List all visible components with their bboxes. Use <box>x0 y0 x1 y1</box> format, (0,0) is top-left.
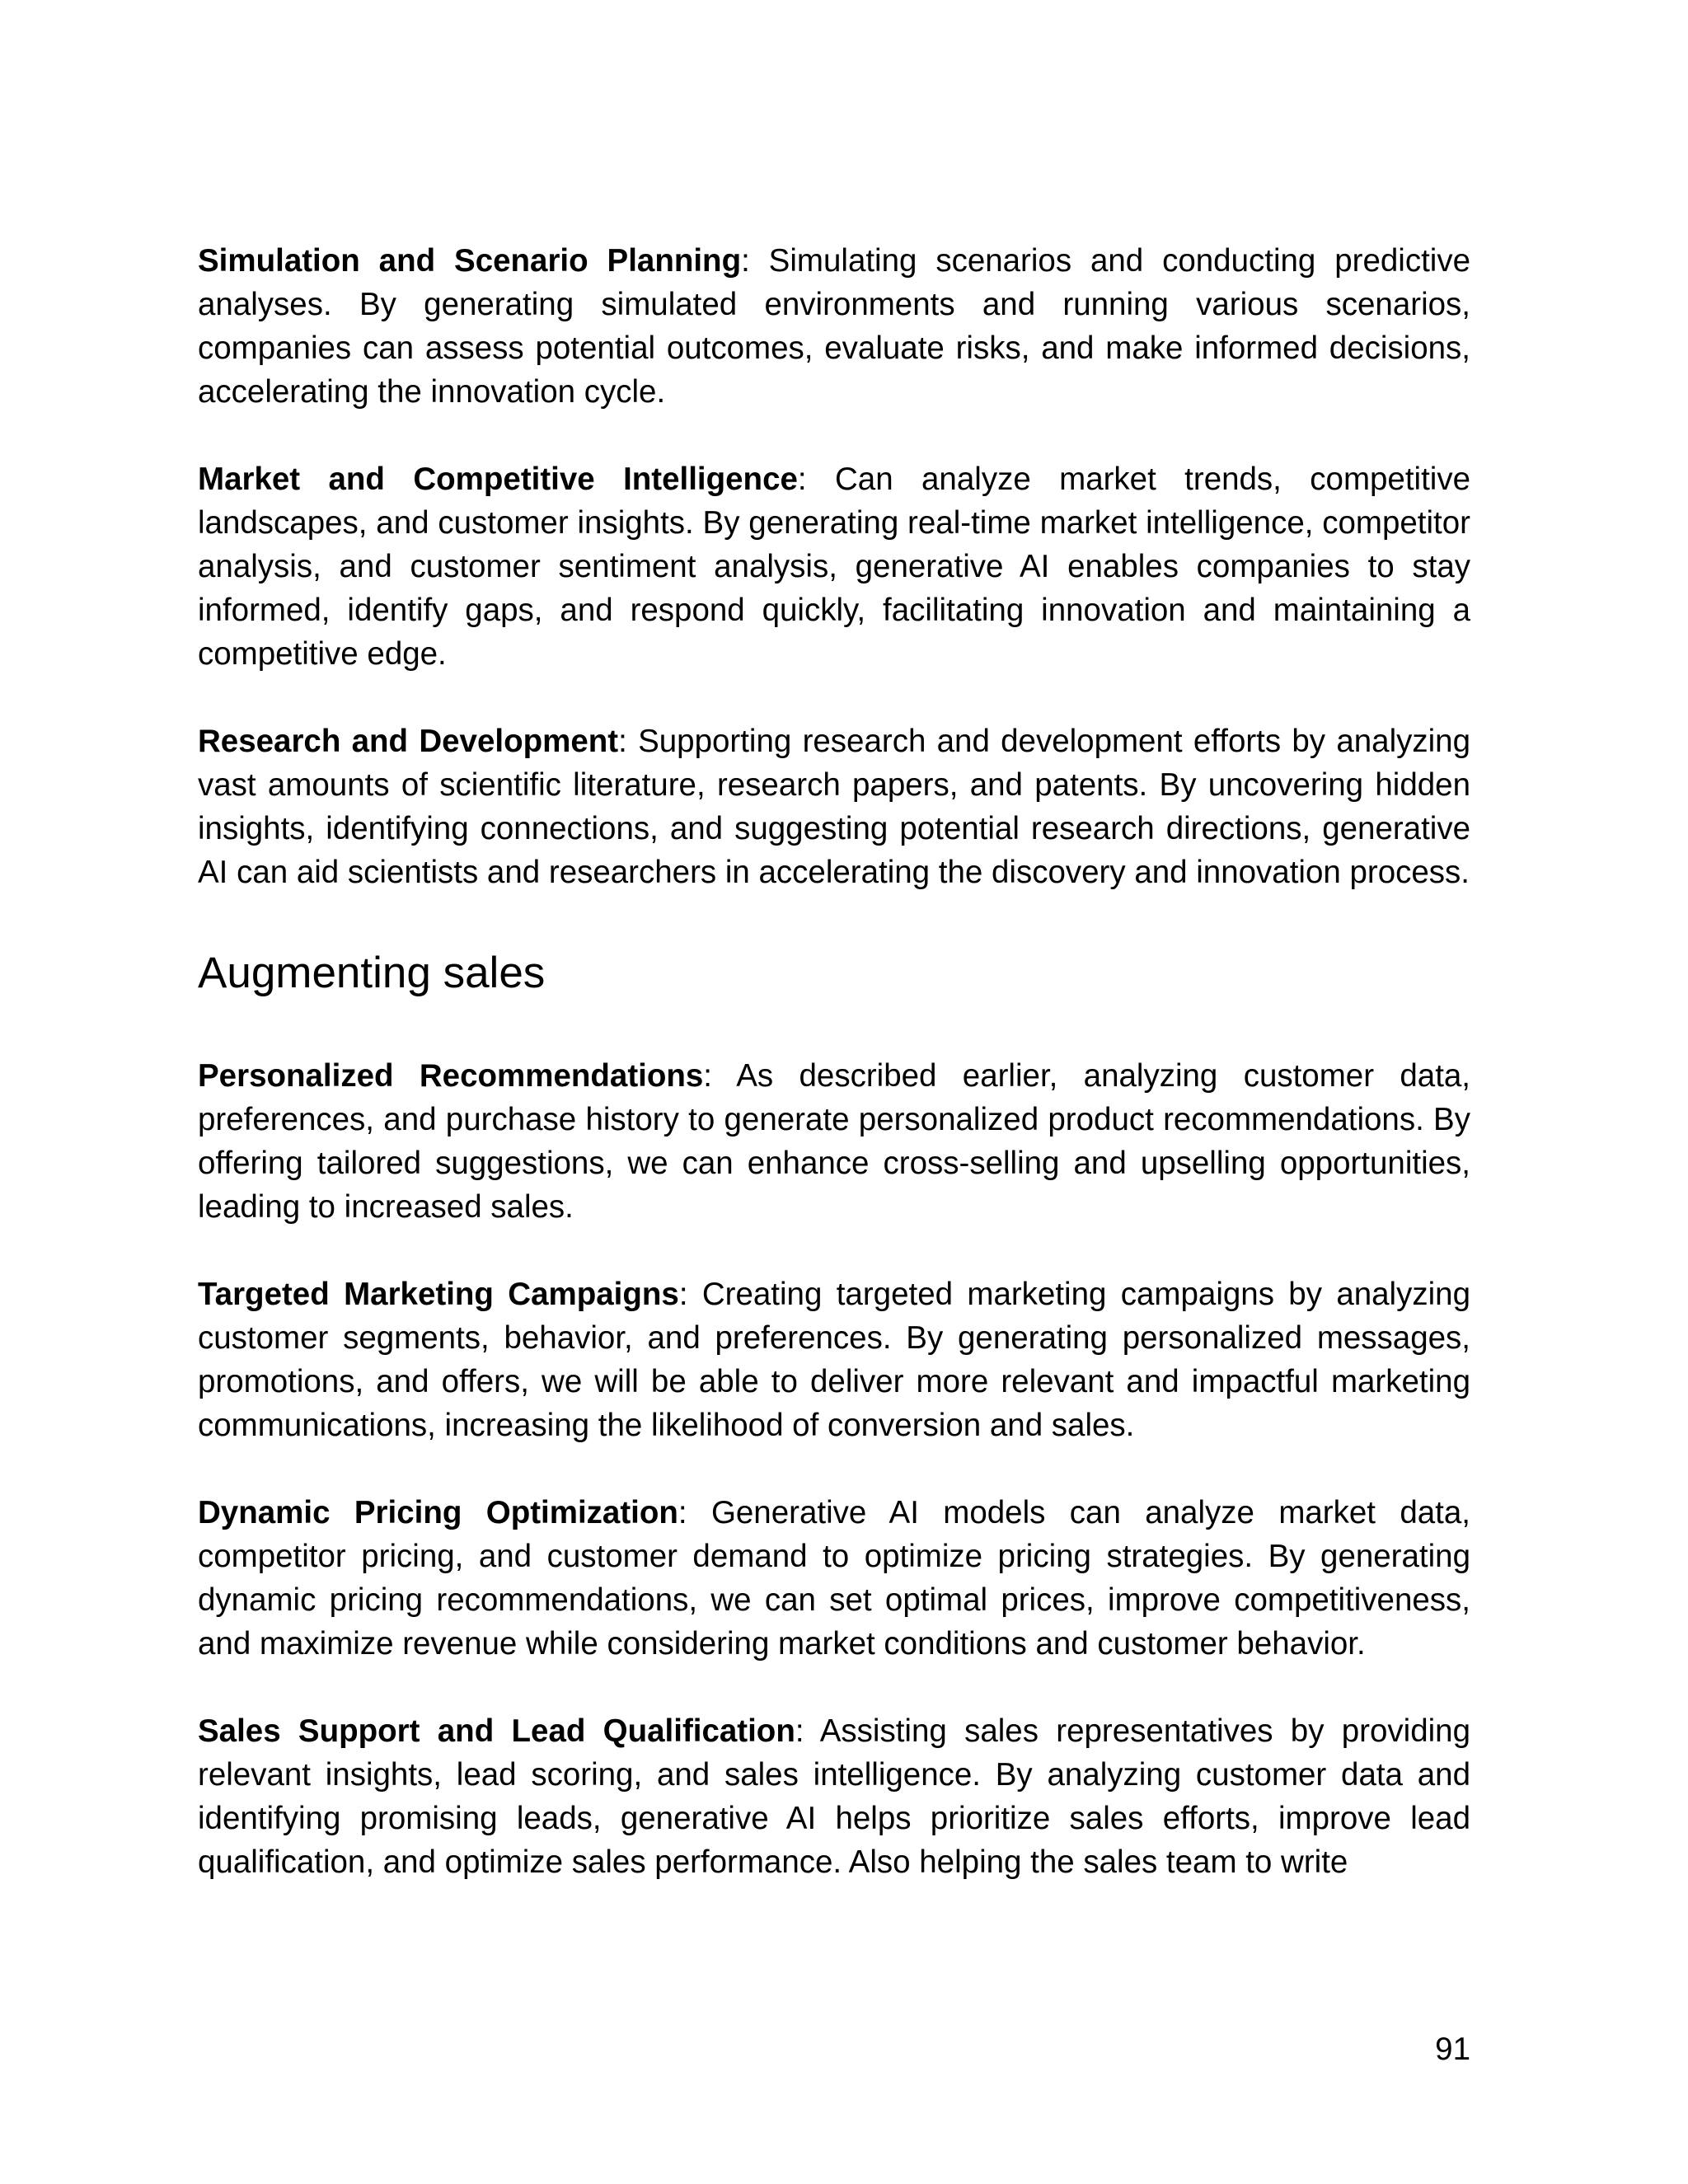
term-label: Simulation and Scenario Planning <box>198 243 742 279</box>
paragraph-targeted-marketing-campaigns <box>198 1272 1470 1447</box>
paragraph-text: : Assisting sales representatives by providing relevant insights, lead scoring, and sales intelligence. By analyzing customer data and identifying promising leads, generative AI helps prioritize sales efforts, improve lead qualification, and optimize sales performance. Also helping the sales team to write <box>198 1713 1471 1880</box>
paragraph-text: : Supporting research and development efforts by analyzing vast amounts of scientific literature, research papers, and patents. By uncovering hidden insights, identifying connections, and suggesting potential research directions, generative AI can aid scientists and researchers in accelerating the discovery and innovation process. <box>198 724 1470 890</box>
term-label: Research and Development <box>198 724 619 759</box>
page-number: 91 <box>1435 2032 1470 2067</box>
term-label: Personalized Recommendations <box>198 1058 704 1094</box>
paragraph-text: : Creating targeted marketing campaigns by analyzing customer segments, behavior, and preferences. By generating personalized messages, promotions, and offers, we will be able to deliver more relevant and impactful marketing communications, increasing the likelihood of conversion and sales. <box>198 1277 1470 1443</box>
term-label: Targeted Marketing Campaigns <box>198 1277 679 1312</box>
paragraph-text: : Simulating scenarios and conducting predictive analyses. By generating simulated environments and running various scenarios, companies can assess potential outcomes, evaluate risks, and make informed decisions, accelerating the innovation cycle. <box>198 243 1470 410</box>
paragraph-dynamic-pricing-optimization <box>198 1491 1470 1666</box>
paragraph-text: : Can analyze market trends, competitive landscapes, and customer insights. By generating real-time market intelligence, competitor analysis, and customer sentiment analysis, generative AI enables companies to stay informed, identify gaps, and respond quickly, facilitating innovation and maintaining a competitive edge. <box>198 462 1470 672</box>
paragraph-text: : As described earlier, analyzing customer data, preferences, and purchase history to generate personalized product recommendations. By offering tailored suggestions, we can enhance cross-selling and upselling opportunities, leading to increased sales. <box>198 1058 1470 1225</box>
page-body <box>198 239 1470 1884</box>
paragraph-market-competitive-intelligence <box>198 457 1470 676</box>
section-heading: Augmenting sales <box>198 949 546 997</box>
term-label: Dynamic Pricing Optimization <box>198 1495 678 1530</box>
term-label: Market and Competitive Intelligence <box>198 462 798 497</box>
paragraph-text: : Generative AI models can analyze market data, competitor pricing, and customer demand to optimize pricing strategies. By generating dynamic pricing recommendations, we can set optimal prices, improve competitiveness, and maximize revenue while considering market conditions and customer behavior. <box>198 1495 1470 1661</box>
paragraph-simulation-scenario-planning <box>198 239 1470 414</box>
paragraph-research-development <box>198 719 1470 894</box>
paragraph-sales-support-lead-qualification <box>198 1709 1470 1884</box>
term-label: Sales Support and Lead Qualification <box>198 1713 795 1749</box>
paragraph-personalized-recommendations <box>198 1054 1470 1229</box>
